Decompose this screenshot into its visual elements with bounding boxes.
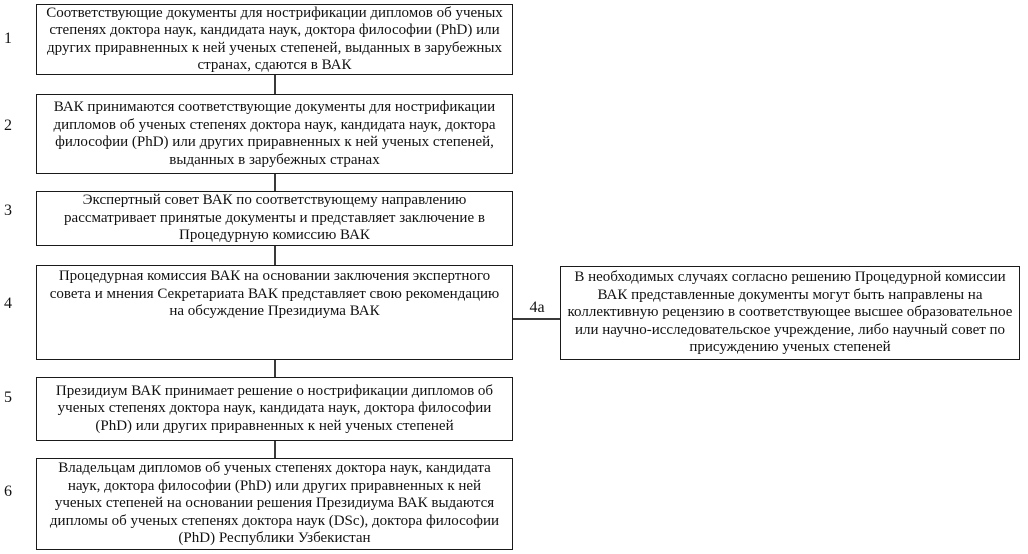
step-2-box xyxy=(36,94,513,174)
step-2-number: 2 xyxy=(4,117,12,134)
branch-4a-box xyxy=(560,266,1020,360)
step-6-text: Владельцам дипломов об ученых степенях доктора наук, кандидата наук, доктора философии (PhD) или других приравненных к ней ученых степеней на основании решения Президиума ВАК выдаются дипломы об ученых степенях доктора наук (DSc), доктора философии (PhD) Республики Узбекистан xyxy=(49,460,500,547)
connector-step1-step2 xyxy=(274,75,276,94)
step-1-number: 1 xyxy=(4,30,12,47)
step-3-number: 3 xyxy=(4,202,12,219)
step-6-box xyxy=(36,458,513,550)
connector-step3-step4 xyxy=(274,246,276,265)
step-4-box xyxy=(36,265,513,360)
branch-4a-label: 4а xyxy=(529,299,545,316)
step-4-number: 4 xyxy=(4,295,12,312)
step-1-text: Соответствующие документы для нострификации дипломов об ученых степенях доктора наук, кандидата наук, доктора философии (PhD) или других приравненных к ней ученых степеней, выданных в зарубежных странах, сдаются в ВАК xyxy=(46,4,503,73)
step-3-text: Экспертный совет ВАК по соответствующему направлению рассматривает принятые документы и представляет заключение в Процедурную комиссию ВАК xyxy=(64,192,485,244)
step-2-text: ВАК принимаются соответствующие документы для нострификации дипломов об ученых степенях доктора наук, кандидата наук, доктора философии (PhD) или других приравненных к ней ученых степеней, выданных в зарубежных странах xyxy=(53,99,496,168)
connector-step4-step5 xyxy=(274,360,276,377)
step-5-text: Президиум ВАК принимает решение о нострификации дипломов об ученых степенях доктора наук, кандидата наук, доктора философии (PhD) или других приравненных к ней ученых степеней xyxy=(55,382,494,434)
step-6-number: 6 xyxy=(4,483,12,500)
step-5-number: 5 xyxy=(4,389,12,406)
connector-step5-step6 xyxy=(274,441,276,458)
connector-step4-branch4a xyxy=(513,318,560,320)
connector-step2-step3 xyxy=(274,174,276,191)
step-1-box xyxy=(36,4,513,75)
step-4-text: Процедурная комиссия ВАК на основании заключения экспертного совета и мнения Секретариата ВАК представляет свою рекомендацию на обсуждение Президиума ВАК xyxy=(49,268,500,319)
step-3-box xyxy=(36,191,513,246)
step-5-box xyxy=(36,377,513,441)
branch-4a-text: В необходимых случаях согласно решению Процедурной комиссии ВАК представленные документы могут быть направлены на коллективную рецензию в соответствующее высшее образовательное или научно-исследовательское учреждение, либо научный совет по присуждению ученых степеней xyxy=(567,269,1013,356)
